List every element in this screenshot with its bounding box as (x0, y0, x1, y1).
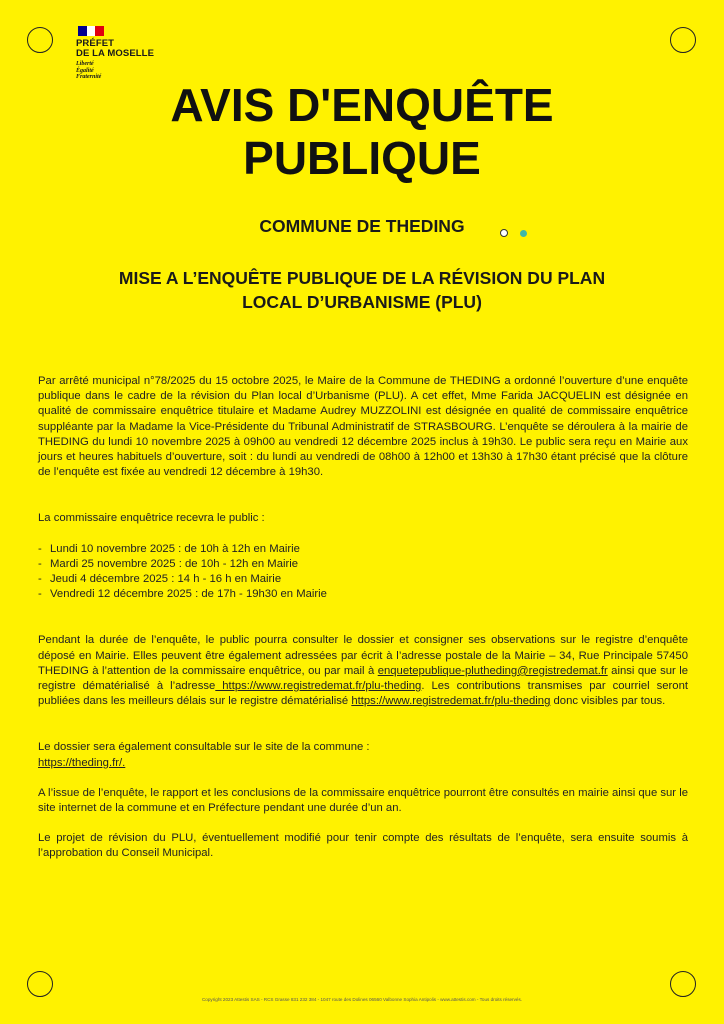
motto-fraternite: Fraternité (76, 74, 102, 80)
list-item: - Vendredi 12 décembre 2025 : de 17h - 19h30 en Mairie (38, 587, 688, 602)
list-item: - Mardi 25 novembre 2025 : de 10h - 12h en Mairie (38, 557, 688, 572)
corner-hole-top-right (670, 27, 696, 53)
paragraph-approbation: Le projet de révision du PLU, éventuellement modifié pour tenir compte des résultats de l’enquête, sera ensuite soumis à l’approbation du Conseil Municipal. (38, 832, 688, 860)
consultation-text-4: donc visibles par tous. (550, 695, 666, 708)
paragraph-consultation (38, 633, 688, 709)
title-line-1: AVIS D'ENQUÊTE (170, 79, 554, 131)
consultation-text-2: ainsi que sur le registre dématérialisé à l’adresse (38, 664, 689, 693)
paragraph-rapport: A l’issue de l’enquête, le rapport et les conclusions de la commissaire enquêtrice pourront être consultés en mairie ainsi que sur le site internet de la commune et en Préfecture pendant une durée d’un an. (38, 786, 688, 815)
consultation-text-1: Pendant la durée de l’enquête, le public pourra consulter le dossier et consigner ses observations sur le registre d’enquête déposé en Mairie. Elles peuvent être également adressées par écrit à l’adresse postale de la Mairie – 34, Rue Principale 57450 THEDING à l’attention de la commissaire enquêtrice, ou par mail à (38, 634, 688, 677)
white-dot-icon (500, 229, 508, 237)
prefecture-logo (76, 26, 154, 81)
marianne-flag-icon (78, 26, 104, 36)
logo-moselle: DE LA MOSELLE (76, 48, 155, 59)
corner-hole-bottom-left (27, 971, 53, 997)
consultation-text-3: . Les contributions transmises par courriel seront publiées dans les meilleurs délais sur le registre dématérialisé (38, 680, 688, 708)
paragraph-arrete: Par arrêté municipal n°78/2025 du 15 octobre 2025, le Maire de la Commune de THEDING a ordonné l’ouverture d’une enquête publique dans le cadre de la révision du Plan local d’Urbanisme (PLU). A cet effet, Mme Farida JACQUELIN est désignée en qualité de commissaire enquêtrice titulaire et Madame Audrey MUZZOLINI est désignée en qualité de commissaire enquêtrice suppléante par la Madame la Vice-Présidente du Tribunal Administratif de STRASBOURG. L’enquête se déroulera à la mairie de THEDING du lundi 10 novembre 2025 à 09h00 au vendredi 12 décembre 2025 inclus à 19h30. Le public sera reçu en Mairie aux jours et heures habituels d’ouverture, soit : du lundi au vendredi de 08h00 à 12h00 et 13h30 à 17h30 étant précisé que la clôture de l’enquête est fixée au vendredi 12 décembre à 19h30. (38, 375, 688, 479)
paragraph-dossier (38, 740, 688, 770)
subtitle-line-2: LOCAL D’URBANISME (PLU) (242, 292, 482, 312)
subtitle (40, 266, 684, 314)
corner-hole-bottom-right (670, 971, 696, 997)
corner-hole-top-left (27, 27, 53, 53)
motto-liberte: Liberté (76, 61, 94, 67)
logo-prefet: PRÉFET (76, 38, 115, 49)
commune-heading: COMMUNE DE THEDING (259, 216, 465, 236)
page-title (0, 79, 724, 185)
registre-link-2[interactable]: https://www.registredemat.fr/plu-theding (351, 695, 551, 708)
logo-motto (76, 61, 154, 81)
email-link[interactable]: enquetepublique-plutheding@registredemat.fr (377, 664, 608, 677)
registre-link-1[interactable]: https://www.registredemat.fr/plu-theding (215, 680, 422, 693)
teal-dot-icon (520, 230, 527, 237)
copyright-footer: Copyright 2023 Attestis SAS - RCS Grasse 831 232 384 - 1047 route des Dolines 06560 Valbonne Sophia Antipolis - www.attestis.com - Tous droits réservés. (201, 997, 523, 1002)
list-item: - Jeudi 4 décembre 2025 : 14 h - 16 h en Mairie (38, 572, 688, 587)
reception-list (38, 542, 688, 603)
motto-egalite: Égalité (76, 67, 94, 74)
subtitle-line-1: MISE A L’ENQUÊTE PUBLIQUE DE LA RÉVISION DU PLAN (118, 268, 606, 288)
list-item: - Lundi 10 novembre 2025 : de 10h à 12h en Mairie (38, 542, 688, 557)
dossier-text: Le dossier sera également consultable sur le site de la commune : (38, 741, 370, 754)
title-line-2: PUBLIQUE (243, 132, 481, 184)
reception-intro: La commissaire enquêtrice recevra le public : (38, 512, 265, 525)
notice-body (38, 374, 688, 862)
commune-website-link[interactable]: https://theding.fr/. (38, 756, 126, 769)
